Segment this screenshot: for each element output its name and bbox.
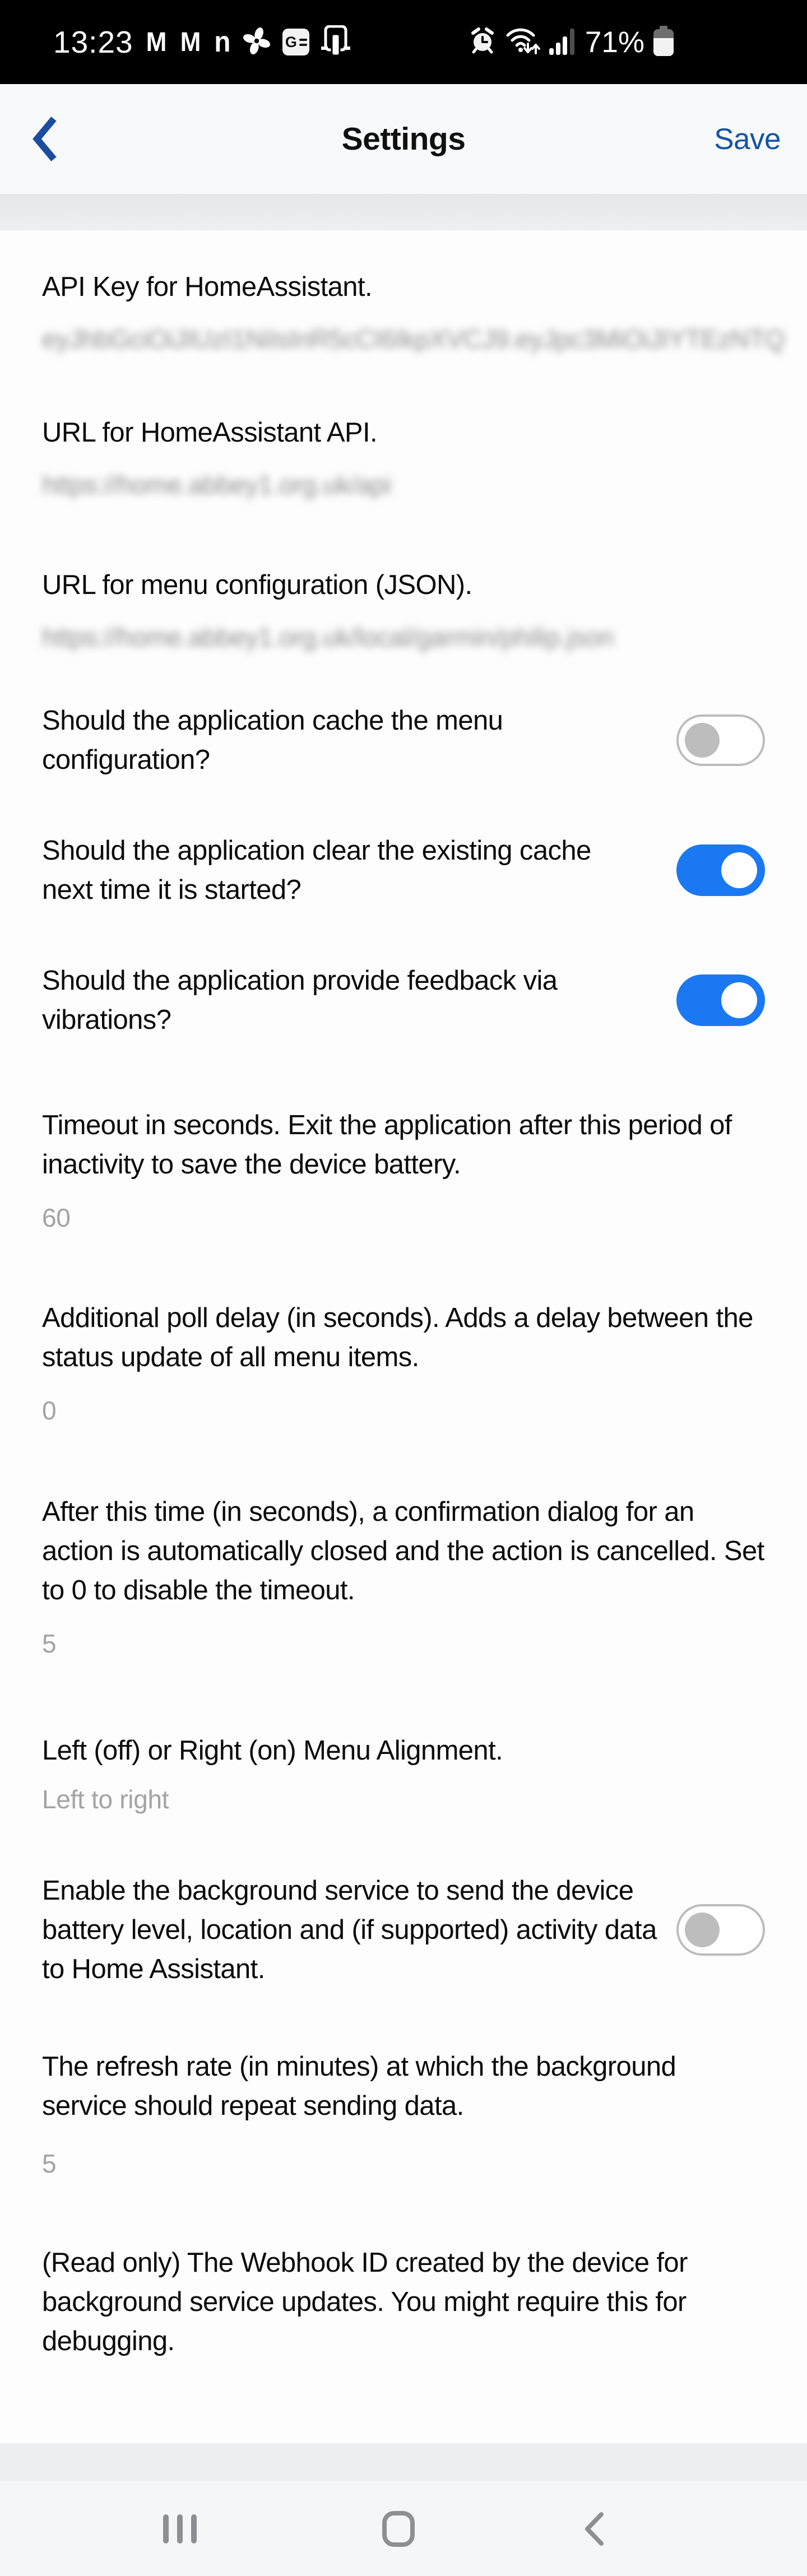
- poll-delay-field[interactable]: 0: [42, 1396, 57, 1425]
- setting-poll-delay: [42, 1298, 765, 1428]
- cache-menu-toggle[interactable]: [676, 714, 765, 766]
- setting-label: (Read only) The Webhook ID created by the device for background service updates. You might require this for debugging.: [42, 2248, 688, 2356]
- phone-link-icon: [321, 25, 350, 59]
- gmail-icon: M: [146, 27, 167, 57]
- menu-alignment-field[interactable]: Left to right: [42, 1785, 169, 1814]
- setting-webhook-id-note: [42, 2243, 765, 2361]
- clock-time: 13:23: [53, 25, 133, 59]
- setting-label: Should the application clear the existing cache next time it is started?: [42, 836, 591, 905]
- setting-background-service: [42, 1871, 765, 1989]
- page-title: Settings: [341, 121, 466, 157]
- battery-percent: 71%: [585, 25, 644, 59]
- setting-label: Timeout in seconds. Exit the application after this period of inactivity to save the device battery.: [42, 1110, 732, 1180]
- setting-label: Enable the background service to send the device battery level, location and (if supported) activity data to Home Assistant.: [42, 1876, 657, 1984]
- api-key-field[interactable]: eyJhbGciOiJIUzI1NiIsInR5cCI6IkpXVCJ9.eyJpc3MiOiJIYTEzNTQ: [42, 324, 785, 354]
- setting-timeout: [42, 1106, 765, 1236]
- signal-icon: [549, 26, 576, 59]
- setting-label: URL for menu configuration (JSON).: [42, 570, 472, 600]
- setting-label: Additional poll delay (in seconds). Adds a delay between the status update of all menu items.: [42, 1303, 753, 1372]
- header: [0, 84, 807, 194]
- menu-url-field[interactable]: https://home.abbey1.org.uk/local/garmin/philip.json: [42, 623, 614, 652]
- setting-cache-menu: [42, 701, 765, 779]
- header-divider-strip: [0, 194, 807, 230]
- setting-label: The refresh rate (in minutes) at which the background service should repeat sending data.: [42, 2051, 676, 2121]
- setting-vibrations: [42, 961, 765, 1039]
- google-news-icon: G: [282, 29, 309, 55]
- status-bar-right: [469, 0, 674, 84]
- setting-menu-url: [42, 565, 765, 655]
- timeout-field[interactable]: 60: [42, 1203, 71, 1232]
- letter-n-notification-icon: n: [214, 26, 231, 58]
- setting-label: Left (off) or Right (on) Menu Alignment.: [42, 1735, 503, 1766]
- api-url-field[interactable]: https://home.abbey1.org.uk/api: [42, 470, 391, 499]
- setting-label: Should the application provide feedback via vibrations?: [42, 966, 558, 1035]
- setting-api-key: [42, 267, 785, 357]
- gmail-icon-2: M: [180, 27, 201, 57]
- setting-label: Should the application cache the menu configuration?: [42, 706, 503, 775]
- nav-back-icon[interactable]: [583, 2481, 605, 2576]
- settings-list: [0, 230, 807, 2361]
- toggle-knob: [721, 852, 757, 888]
- refresh-rate-field[interactable]: 5: [42, 2149, 57, 2178]
- wifi-icon: [505, 26, 540, 59]
- setting-label: After this time (in seconds), a confirmation dialog for an action is automatically closed and the action is cancelled. Set to 0 to disable the timeout.: [42, 1497, 764, 1605]
- setting-api-url: [42, 413, 765, 503]
- background-service-toggle[interactable]: [676, 1904, 765, 1956]
- navigation-bar: [0, 2481, 807, 2576]
- clear-cache-toggle[interactable]: [676, 844, 765, 896]
- status-bar: [0, 0, 807, 84]
- save-button[interactable]: Save: [714, 122, 781, 156]
- toggle-knob: [685, 1913, 720, 1947]
- recent-apps-icon[interactable]: [163, 2481, 197, 2576]
- battery-icon: [653, 26, 674, 59]
- confirmation-timeout-field[interactable]: 5: [42, 1629, 57, 1658]
- toggle-knob: [721, 982, 757, 1018]
- toggle-knob: [685, 723, 720, 758]
- setting-clear-cache: [42, 831, 765, 909]
- pinwheel-notification-icon: [243, 27, 271, 58]
- bottom-divider-strip: [0, 2443, 807, 2481]
- vibration-toggle[interactable]: [676, 974, 765, 1026]
- setting-label: API Key for HomeAssistant.: [42, 272, 372, 302]
- setting-confirmation-timeout: [42, 1492, 765, 1661]
- home-icon[interactable]: [382, 2481, 415, 2576]
- alarm-icon: [469, 26, 497, 58]
- setting-label: URL for HomeAssistant API.: [42, 417, 378, 448]
- status-bar-left: [53, 0, 350, 84]
- setting-refresh-rate: [42, 2047, 765, 2182]
- setting-menu-alignment: [42, 1731, 765, 1817]
